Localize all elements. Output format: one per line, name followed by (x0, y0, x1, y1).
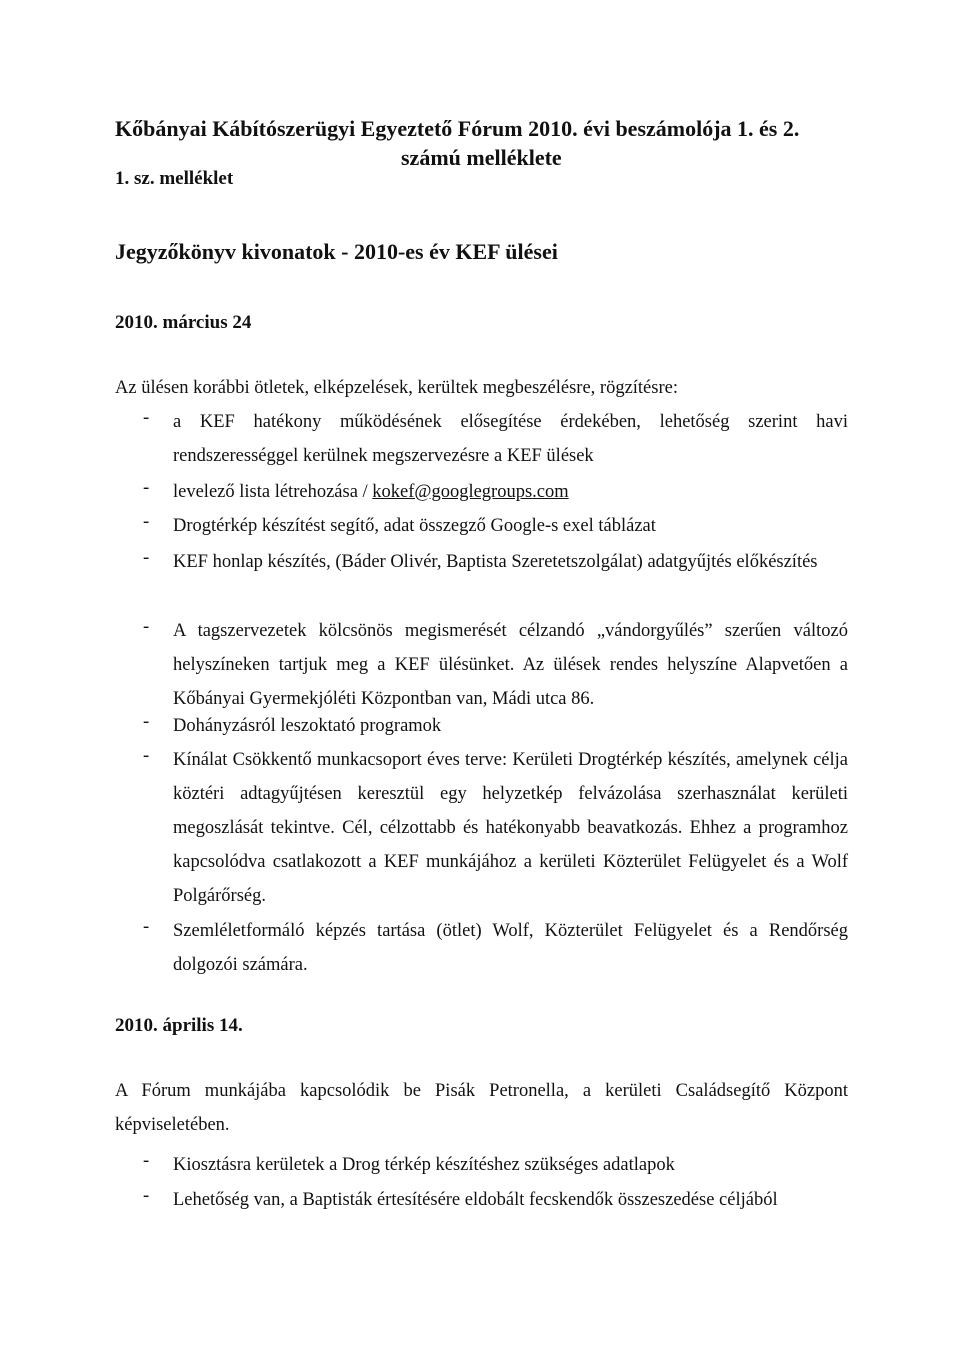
list-bullet: - (143, 1151, 150, 1171)
list-bullet: - (143, 1186, 150, 1206)
list-item: Drogtérkép készítést segítő, adat összegző Google-s exel táblázat (173, 516, 656, 536)
list-bullet: - (143, 478, 150, 498)
list-item: a KEF hatékony működésének elősegítése érdekében, lehetőség szerint havi rendszerességgel kerülnek megszervezésre a KEF ülések (173, 412, 848, 466)
document-title-line-2: számú melléklete (401, 145, 562, 170)
list-item (173, 475, 848, 509)
email-link[interactable]: kokef@googlegroups.com (372, 482, 569, 502)
mailing-list-label: levelező lista létrehozása / (173, 482, 373, 502)
document-subtitle: Jegyzőkönyv kivonatok - 2010-es év KEF ülései (115, 239, 558, 264)
meeting-1-intro: Az ülésen korábbi ötletek, elképzelések, kerültek megbeszélésre, rögzítésre: (115, 378, 678, 398)
list-bullet: - (143, 917, 150, 937)
meeting-1-date: 2010. március 24 (115, 312, 252, 333)
list-item: Dohányzásról leszoktató programok (173, 716, 442, 736)
list-item: KEF honlap készítés, (Báder Olivér, Baptista Szeretetszolgálat) adatgyűjtés előkészítés (173, 552, 818, 572)
meeting-2-intro: A Fórum munkájába kapcsolódik be Pisák Petronella, a kerületi Családsegítő Központ képviseletében. (115, 1081, 848, 1135)
list-bullet: - (143, 617, 150, 637)
list-item: Kiosztásra kerületek a Drog térkép készítéshez szükséges adatlapok (173, 1155, 675, 1175)
document-title-line-1: Kőbányai Kábítószerügyi Egyeztető Fórum 2010. évi beszámolója 1. és 2. (115, 116, 800, 141)
list-item: A tagszervezetek kölcsönös megismerését célzandó „vándorgyűlés” szerűen változó helyszíneken tartjuk meg a KEF ülésünket. Az ülések rendes helyszíne Alapvetően a Kőbányai Gyermekjóléti Központban van, Mádi utca 86. (173, 621, 848, 709)
list-item: Lehetőség van, a Baptisták értesítésére eldobált fecskendők összeszedése céljából (173, 1190, 778, 1210)
list-item: Szemléletformáló képzés tartása (ötlet) Wolf, Közterület Felügyelet és a Rendőrség dolgozói számára. (173, 921, 848, 975)
list-bullet: - (143, 408, 150, 428)
list-bullet: - (143, 548, 150, 568)
annex-label: 1. sz. melléklet (115, 168, 234, 189)
list-item: Kínálat Csökkentő munkacsoport éves terve: Kerületi Drogtérkép készítés, amelynek célja köztéri adtagyűjtésen keresztül egy helyzetkép felvázolása szerhasználat kerületi megoszlását tekintve. Cél, célzottabb és hatékonyabb beavatkozás. Ehhez a programhoz kapcsolódva csatlakozott a KEF munkájához a kerületi Közterület Felügyelet és a Wolf Polgárőrség. (173, 750, 848, 906)
list-bullet: - (143, 746, 150, 766)
list-bullet: - (143, 712, 150, 732)
list-bullet: - (143, 512, 150, 532)
meeting-2-date: 2010. április 14. (115, 1015, 243, 1036)
